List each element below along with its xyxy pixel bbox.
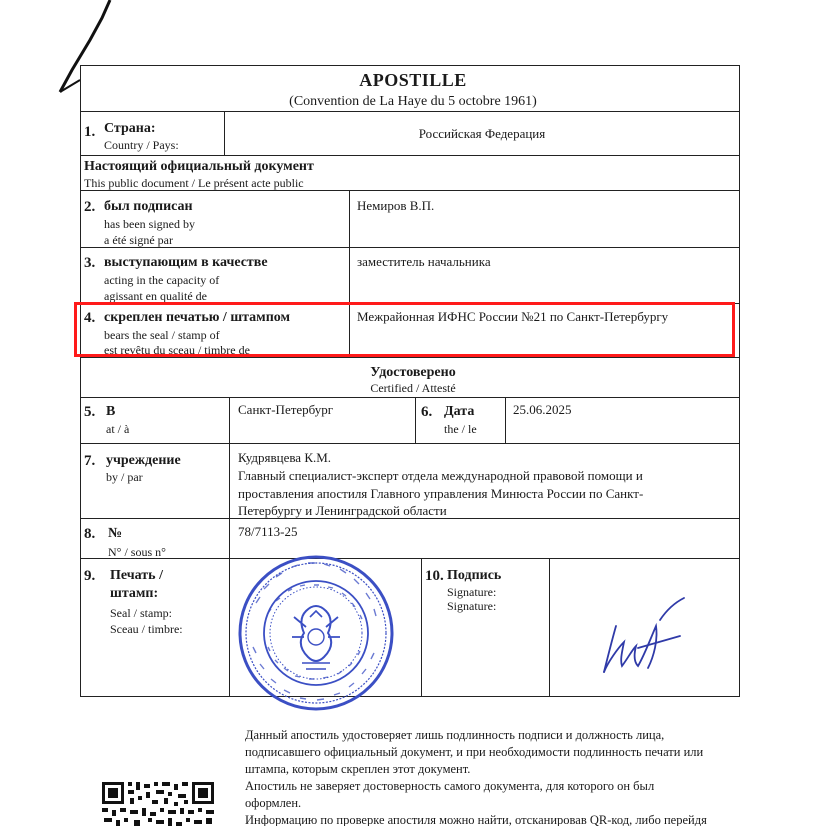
authority-line: Кудрявцева К.М. [238,450,332,465]
footer-line: подписавшего официальный документ, и при необходимости подлинность печати или [245,745,704,759]
divider [80,111,740,112]
field-value-number: 78/7113-25 [238,524,298,539]
field-label-seal: скреплен печатью / штампом [104,310,291,325]
field-number: 9. [84,568,96,584]
handwritten-signature [598,596,688,678]
field-sublabel-number: N° / sous n° [108,545,166,559]
field-number: 3. [84,255,96,271]
field-label-place: В [106,404,116,419]
field-label-number: № [108,526,123,541]
field-sublabel-stamp-fr: Sceau / timbre: [110,622,183,636]
field-number: 7. [84,453,96,469]
field-sublabel-seal-fr: est revêtu du sceau / timbre de [104,344,250,356]
field-label-authority: учреждение [106,453,181,468]
divider [80,357,740,358]
divider [415,397,416,443]
section-public-document: Настоящий официальный документ [84,159,314,174]
field-label-country: Страна: [104,121,156,136]
footer-line: штампа, которым скреплен этот документ. [245,762,471,776]
field-number: 5. [84,404,96,420]
divider [505,397,506,443]
divider [80,190,740,191]
field-sublabel-signature: Signature: [447,585,497,599]
divider [421,558,422,697]
field-sublabel-date: the / le [444,422,477,436]
field-label-stamp-2: штамп: [110,586,159,601]
field-number: 1. [84,124,96,140]
section-certified: Удостоверено [370,365,456,380]
field-sublabel-signature-fr: Signature: [447,599,497,613]
official-seal-stamp [236,553,394,713]
field-sublabel-seal: bears the seal / stamp of [104,328,220,342]
field-sublabel-signed-by: has been signed by [104,217,195,231]
document-title: APOSTILLE [359,70,467,90]
field-value-place: Санкт-Петербург [238,402,334,417]
field-value-date: 25.06.2025 [513,402,572,417]
divider [80,397,740,398]
divider [80,558,740,559]
footer-line: Апостиль не заверяет достоверность самого документа, для которого он был [245,779,655,793]
field-number: 6. [421,404,433,420]
field-value-signed-by: Немиров В.П. [357,198,435,213]
section-public-document-sub: This public document / Le présent acte public [84,176,304,190]
field-sublabel-place: at / à [106,422,130,436]
field-label-stamp: Печать / [110,568,163,583]
divider [229,397,230,697]
field-value-country: Российская Федерация [418,126,546,141]
field-value-capacity: заместитель начальника [357,254,491,269]
field-sublabel-capacity-fr: agissant en qualité de [104,289,207,303]
field-sublabel-signed-by-fr: a été signé par [104,233,173,247]
authority-line: Главный специалист-эксперт отдела международной правовой помощи и [238,468,643,483]
field-number: 10. [425,568,444,584]
divider [80,247,740,248]
field-sublabel-capacity: acting in the capacity of [104,273,220,287]
divider [80,518,740,519]
field-label-signed-by: был подписан [104,199,193,214]
field-value-seal: Межрайонная ИФНС России №21 по Санкт-Петербургу [357,309,669,324]
divider [80,155,740,156]
authority-line: проставления апостиля Главного управления Минюста России по Санкт- [238,486,644,501]
section-certified-sub: Certified / Attesté [370,381,456,395]
footer-line: Данный апостиль удостоверяет лишь подлинность подписи и должность лица, [245,728,665,742]
field-sublabel-stamp: Seal / stamp: [110,606,172,620]
field-label-signature: Подпись [447,568,502,583]
document-subtitle: (Convention de La Haye du 5 octobre 1961) [289,94,537,109]
field-number: 2. [84,199,96,215]
authority-line: Петербургу и Ленинградской области [238,503,447,518]
field-number: 8. [84,526,96,542]
field-sublabel-country: Country / Pays: [104,138,179,152]
divider [549,558,550,697]
field-label-capacity: выступающим в качестве [104,255,268,270]
footer-line: Информацию по проверке апостиля можно найти, отсканировав QR-код, либо перейдя [245,813,707,826]
field-label-date: Дата [444,404,475,419]
field-number: 4. [84,310,96,326]
footer-line: оформлен. [245,796,302,810]
divider [80,443,740,444]
qr-code[interactable] [102,782,214,826]
field-sublabel-authority: by / par [106,470,143,484]
highlight-box [74,302,735,357]
